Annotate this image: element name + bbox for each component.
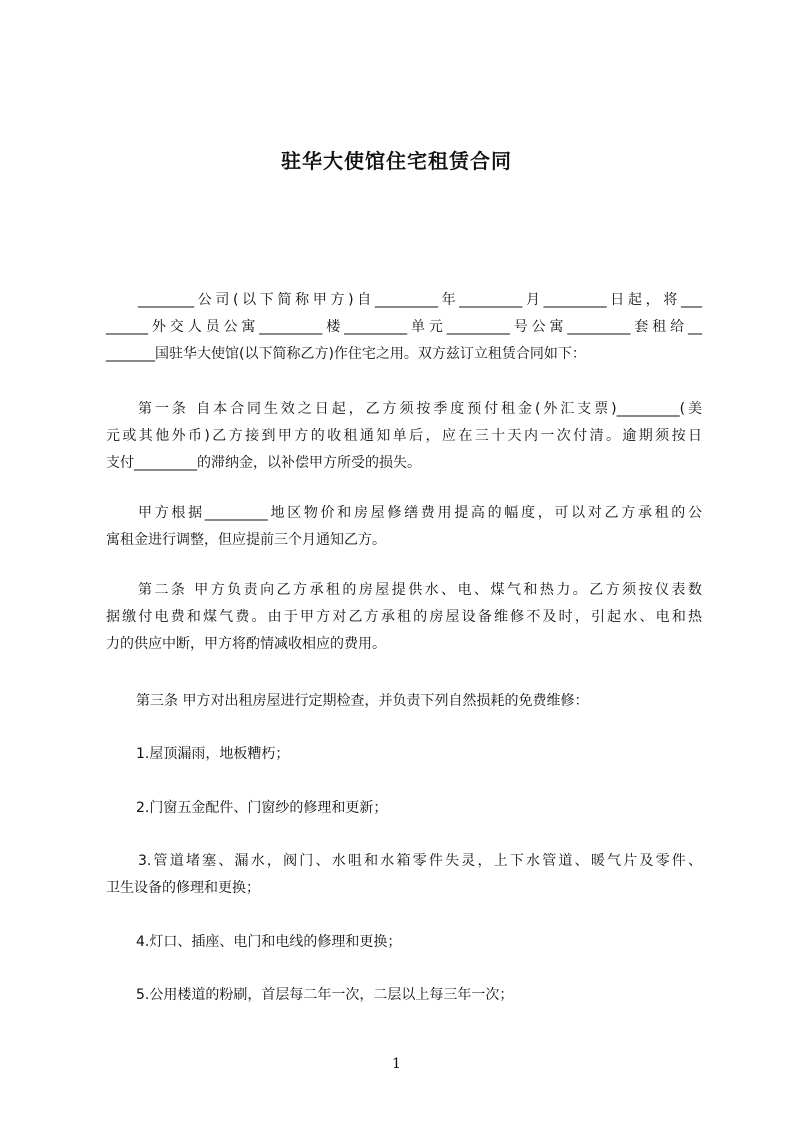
article-3-item-2: 2.门窗五金配件、门窗纱的修理和更新； <box>136 800 388 816</box>
rent-adjustment-line-2: 寓租金进行调整，但应提前三个月通知乙方。 <box>106 532 386 548</box>
article-2-line-3: 力的供应中断，甲方将酌情减收相应的费用。 <box>106 636 386 652</box>
article-3-item-3-line-2: 卫生设备的修理和更换； <box>106 880 260 896</box>
article-3-item-3 <box>106 848 702 902</box>
article-3-item-4: 4.灯口、插座、电门和电线的修理和更换； <box>136 934 402 950</box>
page-number: 1 <box>392 1056 401 1072</box>
rent-adjustment-line-1: 甲方根据_________地区物价和房屋修缮费用提高的幅度，可以对乙方承租的公 <box>138 505 702 521</box>
article-2-paragraph <box>106 577 702 658</box>
article-1-line-3: 支付_________的滞纳金，以补偿甲方所受的损失。 <box>106 455 421 471</box>
article-1-line-1: 第一条 自本合同生效之日起，乙方须按季度预付租金(外汇支票)_________(美 <box>138 401 702 417</box>
article-3-item-1: 1.屋顶漏雨，地板糟朽； <box>136 746 290 762</box>
article-1-line-2: 元或其他外币)乙方接到甲方的收租通知单后，应在三十天内一次付清。逾期须按日 <box>106 428 702 444</box>
article-3-heading: 第三条 甲方对出租房屋进行定期检查，并负责下列自然损耗的免费维修： <box>136 693 589 709</box>
article-2-line-2: 据缴付电费和煤气费。由于甲方对乙方承租的房屋设备维修不及时，引起水、电和热 <box>106 609 702 625</box>
intro-line-2: ______外交人员公寓_________楼_________单元_________号公寓_________套租给__ <box>106 319 702 335</box>
intro-paragraph <box>106 287 702 368</box>
intro-line-3: _______国驻华大使馆(以下简称乙方)作住宅之用。双方兹订立租赁合同如下： <box>106 346 586 362</box>
article-3-item-3-line-1: 3.管道堵塞、漏水，阀门、水咀和水箱零件失灵，上下水管道、暖气片及零件、 <box>138 853 702 869</box>
rent-adjustment-paragraph <box>106 500 702 554</box>
article-2-line-1: 第二条 甲方负责向乙方承租的房屋提供水、电、煤气和热力。乙方须按仪表数 <box>138 582 702 598</box>
article-1-paragraph <box>106 396 702 477</box>
document-title: 驻华大使馆住宅租赁合同 <box>281 149 512 173</box>
intro-line-1: ________公司(以下简称甲方)自_________年_________月_________日起，将___ <box>138 292 702 308</box>
article-3-item-5: 5.公用楼道的粉刷，首层每二年一次，二层以上每三年一次； <box>136 987 514 1003</box>
